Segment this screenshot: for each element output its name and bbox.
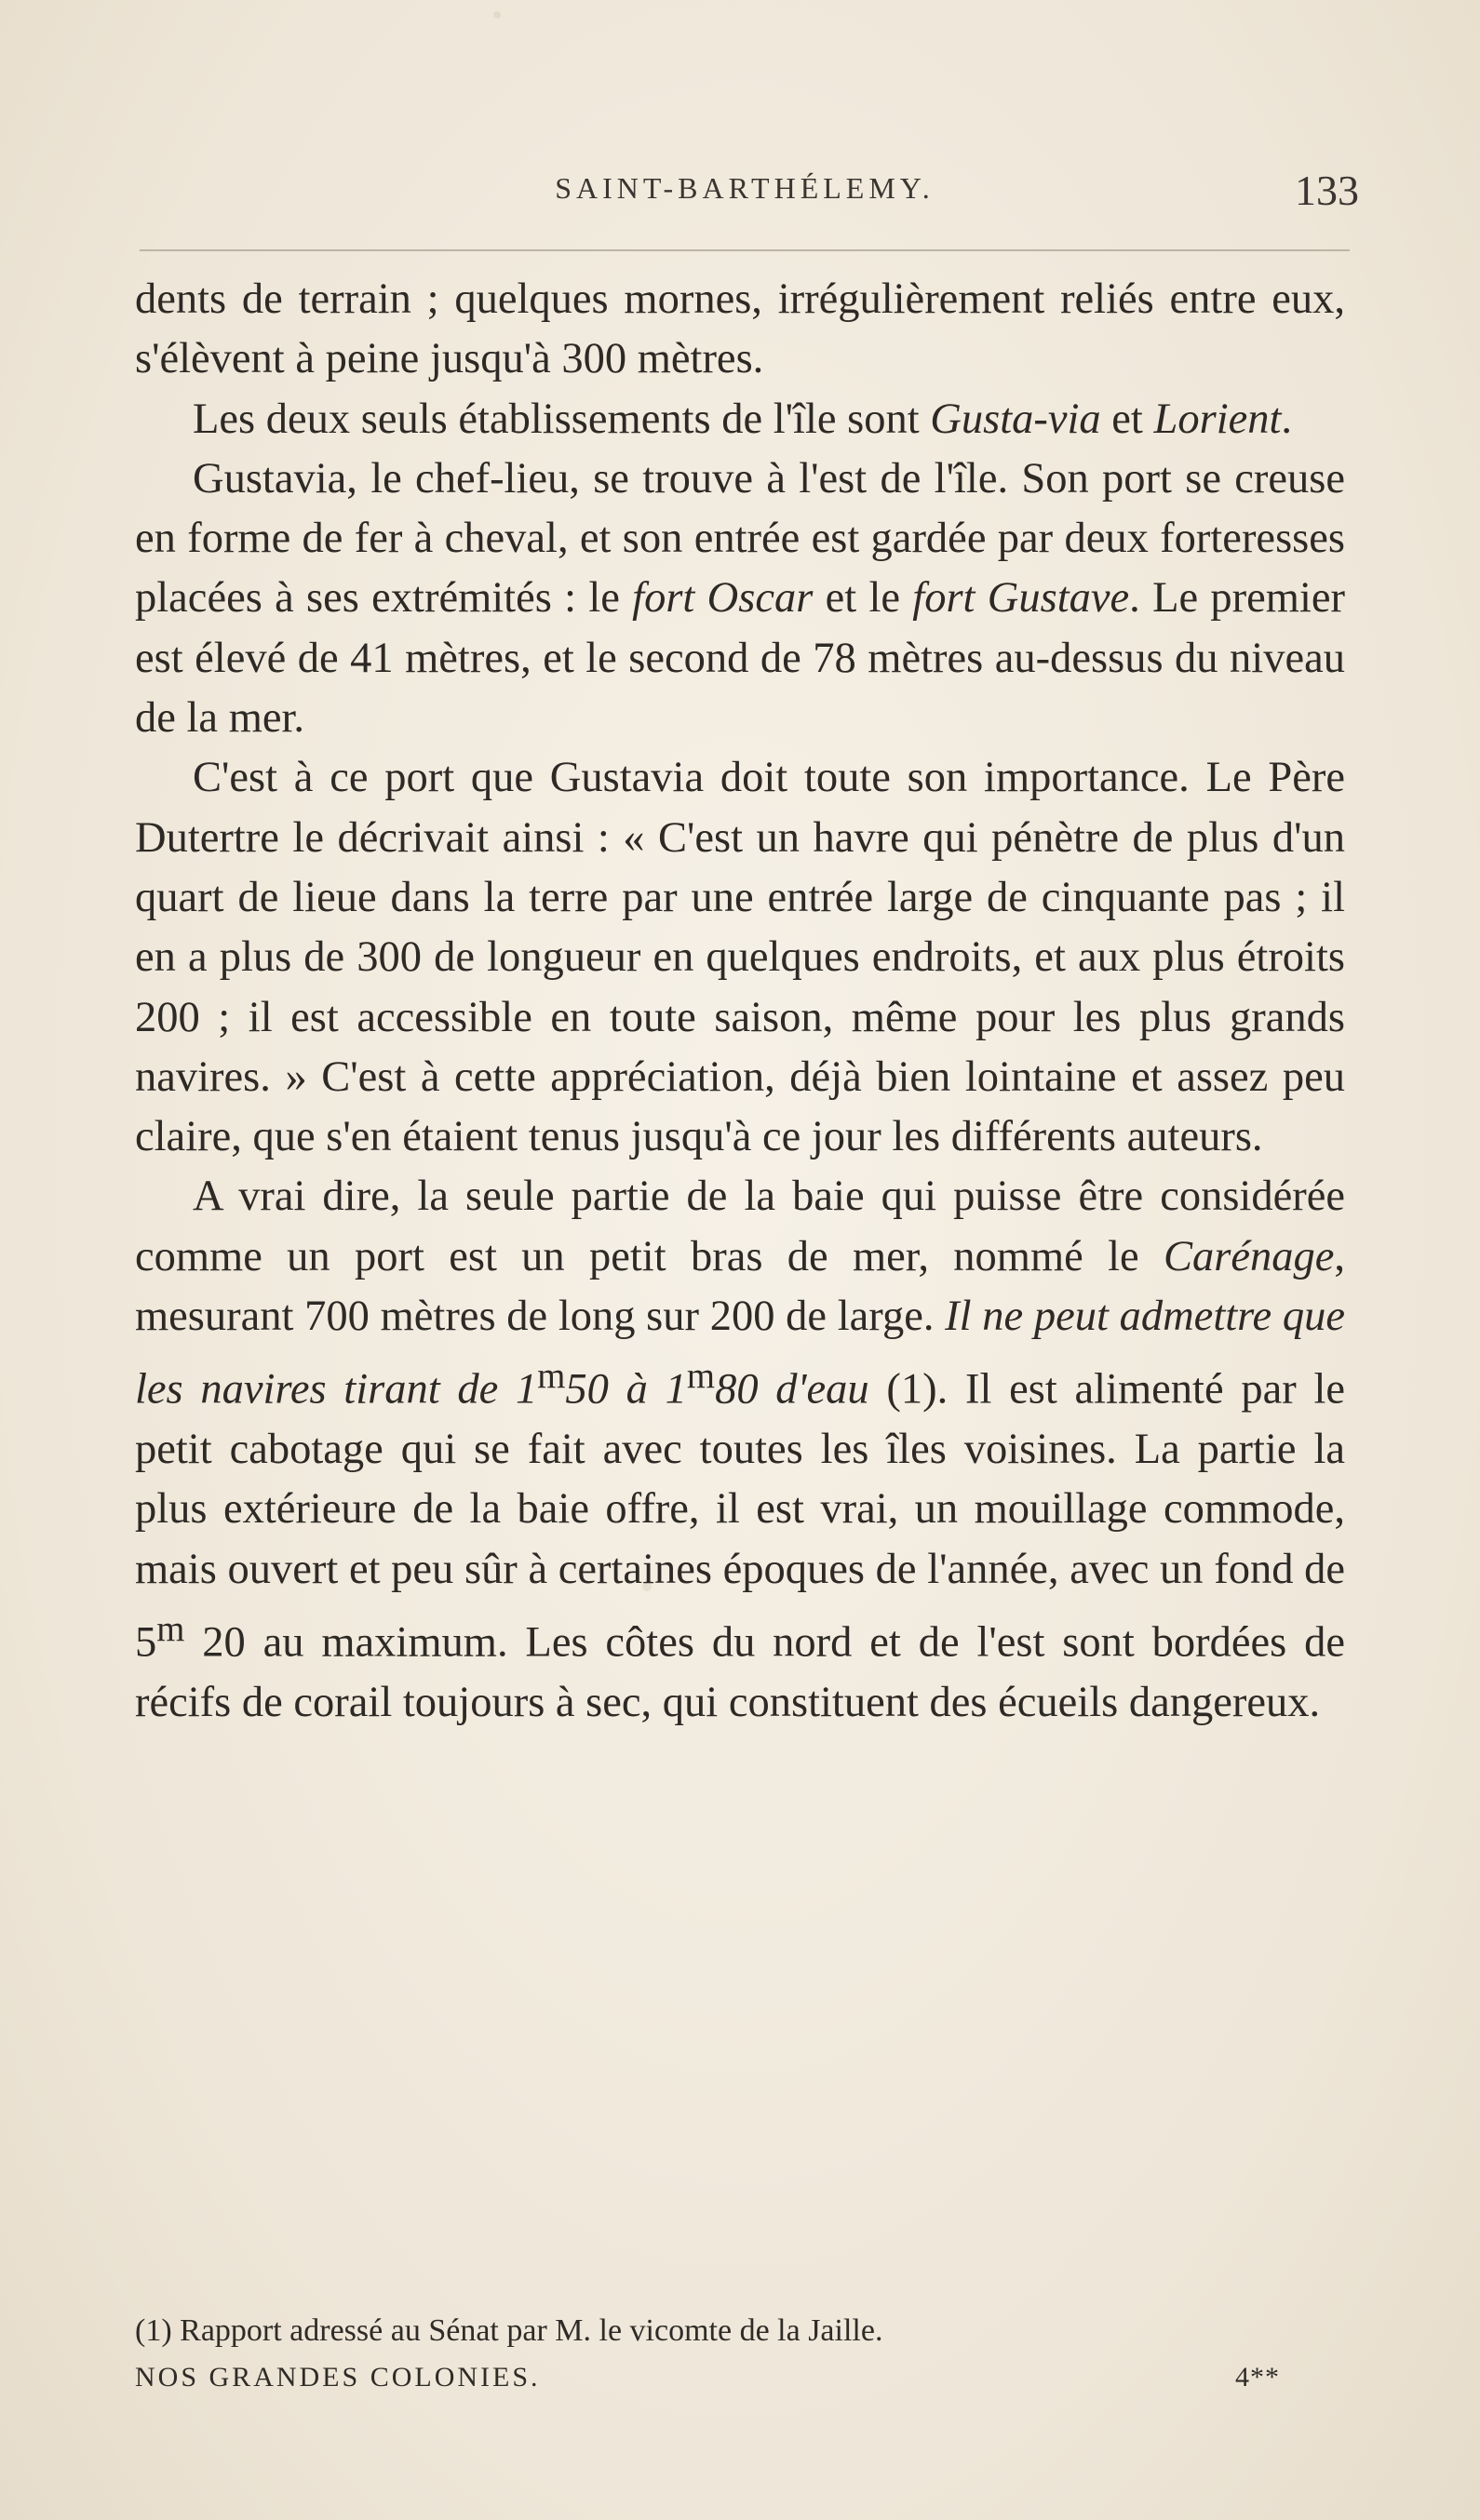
superscript: m [156,1609,185,1650]
text-run: 20 au maximum. Les côtes du nord et de l'est sont bordées de récifs de corail toujours à sec, qui constituent des écueils dangereux. [135,1618,1345,1726]
text-run: et [1100,395,1154,443]
body-text [135,270,1345,1733]
superscript: m [686,1356,716,1397]
footnote: (1) Rapport adressé au Sénat par M. le vicomte de la Jaille. [135,2313,883,2348]
italic-run: 50 à 1 [565,1365,687,1414]
running-head [130,166,1359,221]
text-run: C'est à ce port que Gustavia doit toute son importance. Le Père Dutertre le décrivait ainsi : « C'est un havre qui pénètre de plus d'un quart de lieue dans la terre par une entrée large de cinquante pas ; il en a plus de 300 de longueur en quelques endroits, et aux plus étroits 200 ; il est accessible en toute saison, même pour les plus grands navires. » C'est à cette appréciation, déjà bien lointaine et assez peu claire, que s'en étaient tenus jusqu'à ce jour les différents auteurs. [135,754,1345,1161]
text-run: (1). Il est alimenté par le petit cabotage qui se fait avec toutes les îles voisines. La partie la plus extérieure de la baie offre, il est vrai, un mouillage commode, mais ouvert et peu sûr à certaines époques de l'année, avec un fond de 5 [135,1365,1345,1667]
paragraph-5 [135,1167,1345,1733]
header-rule [140,249,1350,251]
page-number: 133 [1295,167,1359,214]
text-run: et le [813,574,913,623]
text-line: reliés entre eux, s'élèvent à peine jusqu'à 300 mètres. [135,275,1345,383]
text-run: , mesurant 700 mètres de long sur 200 de large. [135,1232,1345,1341]
superscript: m [537,1356,566,1397]
running-title: SAINT-BARTHÉLEMY. [555,171,935,205]
text-run: . Le premier est élevé de 41 mètres, et le second de 78 mètres au-dessus du niveau de la mer. [135,574,1345,743]
text-run: Les deux seuls établissements de l'île sont [193,395,931,443]
footnote-area [135,2308,1345,2408]
paragraph-3 [135,449,1345,748]
text-run: . [1281,395,1293,443]
italic-run: fort Gustave [912,574,1130,623]
italic-run: Il ne peut admettre que les navires tirant de 1 [135,1293,1345,1414]
signature-title: NOS GRANDES COLONIES. [135,2362,541,2393]
text-run: A vrai dire, la seule partie de la baie qui puisse être considérée comme un port est un petit bras de mer, nommé le [135,1173,1345,1280]
italic-run: 80 d'eau [715,1365,869,1414]
italic-run: fort Oscar [632,574,814,623]
paper-stain [493,11,501,19]
signature-line [135,2362,1345,2408]
italic-run: Gusta-via [930,395,1101,443]
italic-run: Carénage [1163,1232,1335,1280]
paragraph-2 [135,390,1345,449]
italic-run: Lorient [1153,395,1282,443]
text-line: dents de terrain ; quelques mornes, irrégulièrement [135,275,1045,323]
signature-mark: 4** [1235,2362,1280,2393]
paragraph-4 [135,748,1345,1167]
text-run: Gustavia, le chef-lieu, se trouve à l'est de l'île. Son port se creuse en forme de fer à cheval, et son entrée est gardée par deux forteresses placées à ses extrémités : le [135,454,1345,623]
paragraph-1 [135,270,1345,390]
